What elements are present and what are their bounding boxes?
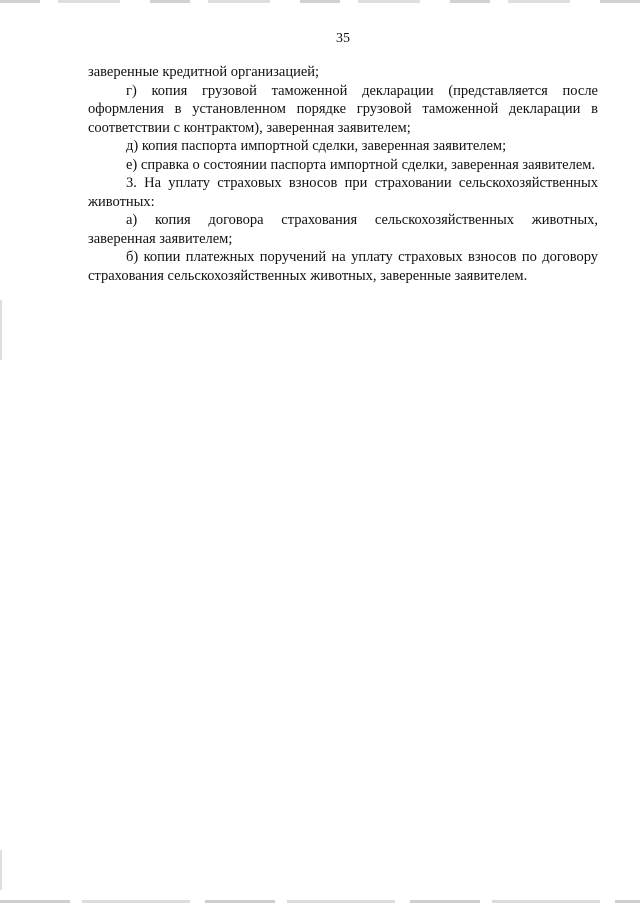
paragraph-item-b: б) копии платежных поручений на уплату страховых взносов по договору страхования сельскохозяйственных животных, заверенные заявителем. [88,249,598,284]
scan-edge-bottom [0,900,640,903]
paragraph-item-d: д) копия паспорта импортной сделки, заверенная заявителем; [126,138,507,154]
scan-edge-left [0,300,2,360]
paragraph-item-a: а) копия договора страхования сельскохозяйственных животных, заверенная заявителем; [88,212,598,247]
paragraph-continuation: заверенные кредитной организацией; [88,64,320,80]
scan-edge-top [0,0,640,3]
paragraph-item-e: е) справка о состоянии паспорта импортной сделки, заверенная заявителем. [126,156,596,173]
document-body [88,63,598,285]
page-number: 35 [336,31,350,46]
scan-edge-left-lower [0,850,2,890]
paragraph-item-g: г) копия грузовой таможенной декларации (представляется после оформления в установленном порядке грузовой таможенной декларации в соответствии с контрактом), заверенная заявителем; [88,82,598,136]
paragraph-section-3: 3. На уплату страховых взносов при страховании сельскохозяйственных животных: [88,175,598,210]
